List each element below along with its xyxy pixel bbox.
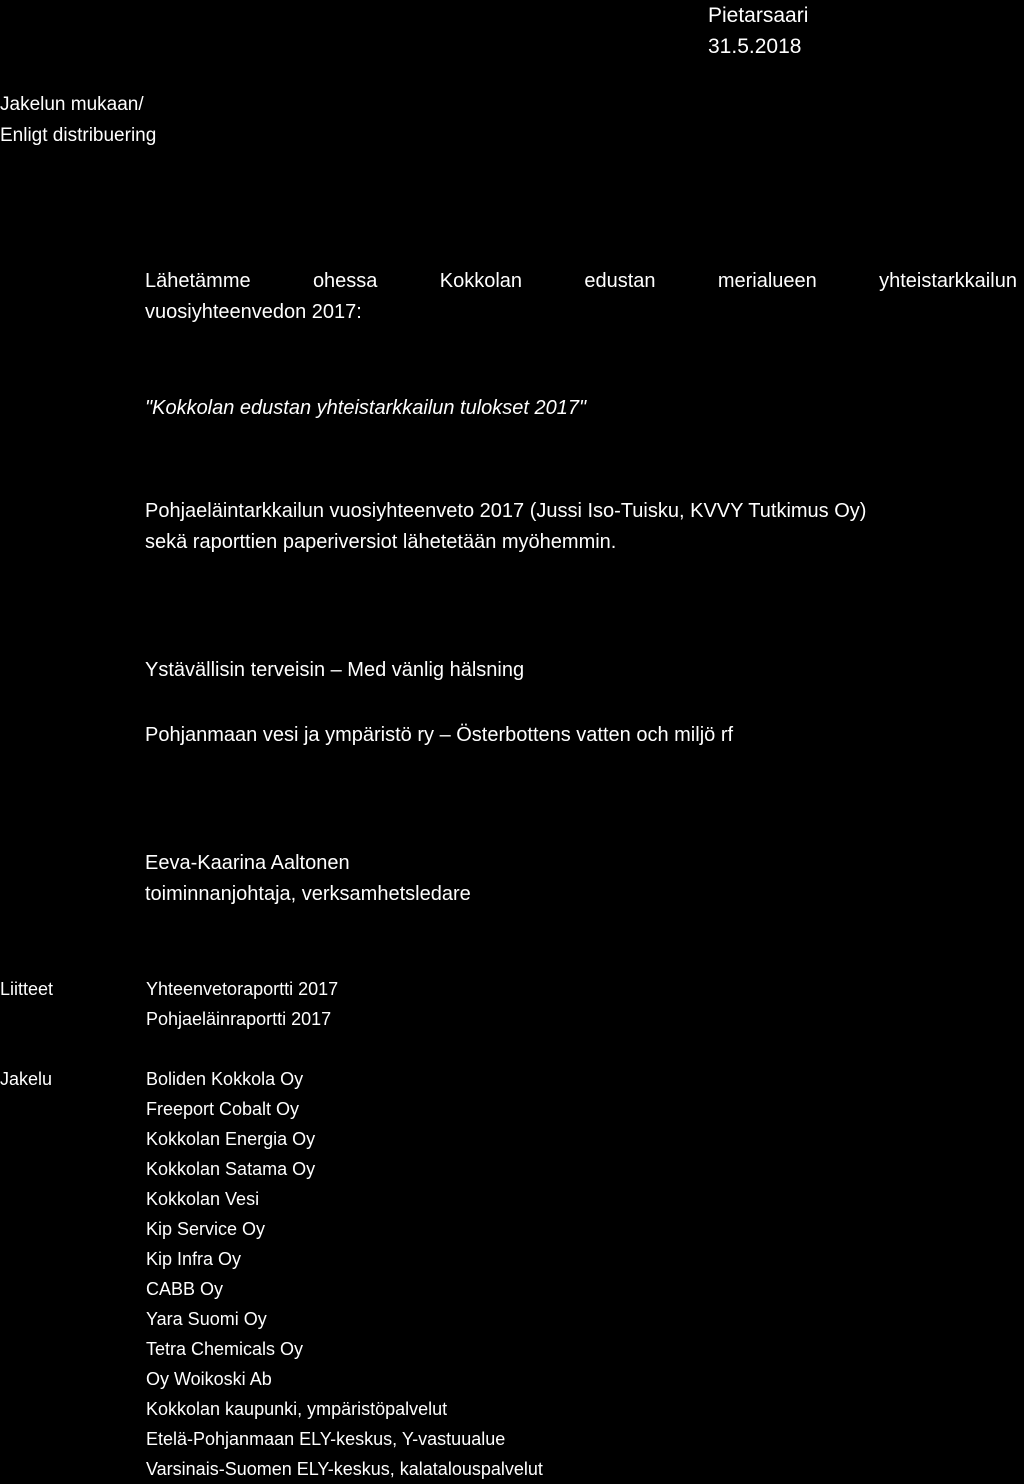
recipient-item: Etelä-Pohjanmaan ELY-keskus, Y-vastuualue <box>146 1429 506 1449</box>
recipient-item: CABB Oy <box>146 1279 224 1299</box>
intro-paragraph <box>145 266 1017 328</box>
signer-title: toiminnanjohtaja, verksamhetsledare <box>145 883 471 905</box>
distribution-list <box>146 1064 543 1484</box>
intro-word: yhteistarkkailun <box>879 270 1017 292</box>
distribution-note-line: Enligt distribuering <box>0 125 157 146</box>
recipient-item: Tetra Chemicals Oy <box>146 1339 304 1359</box>
date: 31.5.2018 <box>708 35 802 58</box>
signature-block <box>145 848 471 910</box>
extra-info-line: Pohjaeläintarkkailun vuosiyhteenveto 2017 (Jussi Iso-Tuisku, KVVY Tutkimus Oy) <box>145 500 867 522</box>
place: Pietarsaari <box>708 4 809 27</box>
intro-line: vuosiyhteenvedon 2017: <box>145 301 362 323</box>
distribution-note <box>0 89 156 151</box>
intro-line <box>145 266 1017 297</box>
recipient-item: Boliden Kokkola Oy <box>146 1069 304 1089</box>
intro-word: ohessa <box>312 270 378 292</box>
recipient-item: Varsinais-Suomen ELY-keskus, kalatalouspalvelut <box>146 1459 543 1479</box>
recipient-item: Yara Suomi Oy <box>146 1309 267 1329</box>
intro-word: edustan <box>584 270 656 292</box>
recipient-item: Kokkolan kaupunki, ympäristöpalvelut <box>146 1399 448 1419</box>
attachment-item: Pohjaeläinraportti 2017 <box>146 1009 332 1029</box>
recipient-item: Oy Woikoski Ab <box>146 1369 272 1389</box>
extra-info-paragraph <box>145 496 866 558</box>
extra-info-line: sekä raporttien paperiversiot lähetetään myöhemmin. <box>145 531 617 553</box>
attachments-label: Liitteet <box>0 979 54 999</box>
recipient-item: Kip Service Oy <box>146 1219 266 1239</box>
intro-word: merialueen <box>717 270 817 292</box>
recipient-item: Kokkolan Vesi <box>146 1189 260 1209</box>
attachments-list <box>146 974 338 1034</box>
distribution-note-line: Jakelun mukaan/ <box>0 94 144 115</box>
recipient-item: Kip Infra Oy <box>146 1249 242 1269</box>
greeting: Ystävällisin terveisin – Med vänlig hälsning <box>145 659 525 681</box>
distribution-label: Jakelu <box>0 1069 53 1089</box>
signer-name: Eeva-Kaarina Aaltonen <box>145 852 350 874</box>
attachment-item: Yhteenvetoraportti 2017 <box>146 979 339 999</box>
report-title: "Kokkolan edustan yhteistarkkailun tulokset 2017" <box>145 397 587 419</box>
organization-name: Pohjanmaan vesi ja ympäristö ry – Österbottens vatten och miljö rf <box>145 724 734 746</box>
recipient-item: Kokkolan Energia Oy <box>146 1129 316 1149</box>
recipient-item: Kokkolan Satama Oy <box>146 1159 316 1179</box>
intro-word: Kokkolan <box>439 270 523 292</box>
intro-word: Lähetämme <box>145 270 251 292</box>
recipient-item: Freeport Cobalt Oy <box>146 1099 300 1119</box>
place-date-block <box>708 0 808 62</box>
